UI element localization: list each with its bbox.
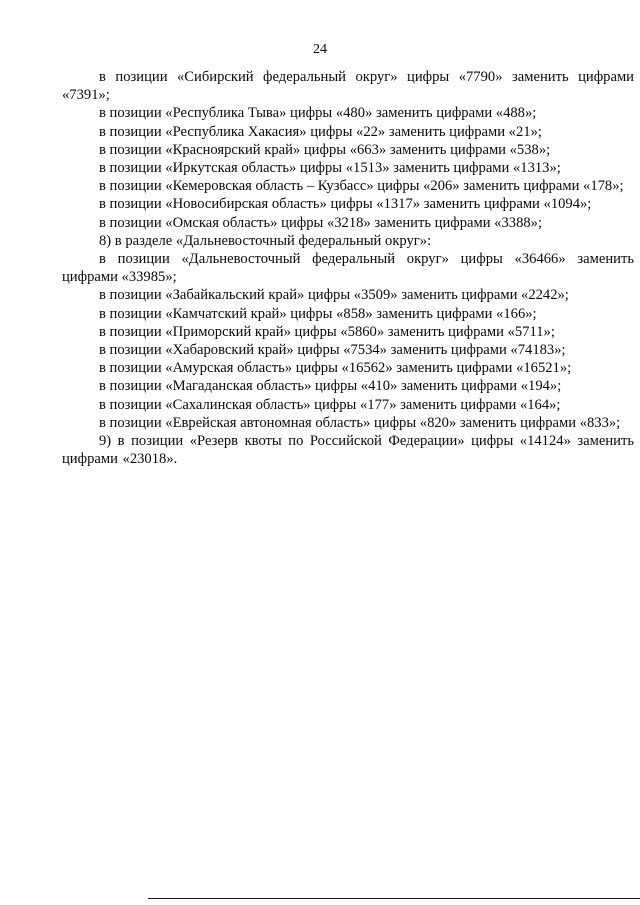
paragraph-tyva: в позиции «Республика Тыва» цифры «480» заменить цифрами «488»;: [99, 105, 537, 122]
paragraph-primorsky: в позиции «Приморский край» цифры «5860» заменить цифрами «5711»;: [99, 323, 555, 340]
paragraph-irkutsk: в позиции «Иркутская область» цифры «1513» заменить цифрами «1313»;: [99, 160, 561, 177]
paragraph-omsk: в позиции «Омская область» цифры «3218» заменить цифрами «3388»;: [99, 214, 543, 231]
page-number: 24: [313, 42, 327, 57]
paragraph-krasnoyarsk: в позиции «Красноярский край» цифры «663» заменить цифрами «538»;: [99, 141, 551, 158]
paragraph-magadan: в позиции «Магаданская область» цифры «410» заменить цифрами «194»;: [99, 378, 562, 395]
paragraph-sakhalin: в позиции «Сахалинская область» цифры «177» заменить цифрами «164»;: [99, 396, 561, 413]
paragraph-novosibirsk: в позиции «Новосибирская область» цифры «1317» заменить цифрами «1094»;: [99, 196, 592, 213]
paragraph-siberian-district: в позиции «Сибирский федеральный округ» цифры «7790» заменить цифрами «7391»;: [62, 69, 634, 104]
paragraph-far-east-district: в позиции «Дальневосточный федеральный округ» цифры «36466» заменить цифрами «33985»;: [62, 251, 634, 286]
section-heading-far-east: 8) в разделе «Дальневосточный федеральный округ»:: [99, 232, 432, 249]
paragraph-khabarovsk: в позиции «Хабаровский край» цифры «7534» заменить цифрами «74183»;: [99, 342, 566, 359]
paragraph-federal-reserve: 9) в позиции «Резерв квоты по Российской Федерации» цифры «14124» заменить цифрами «23018».: [62, 433, 634, 468]
paragraph-kamchatka: в позиции «Камчатский край» цифры «858» заменить цифрами «166»;: [99, 305, 537, 322]
scan-edge-line: [148, 898, 640, 899]
paragraph-jewish-autonomous: в позиции «Еврейская автономная область» цифры «820» заменить цифрами «833»;: [99, 414, 621, 431]
paragraph-kemerovo: в позиции «Кемеровская область – Кузбасс» цифры «206» заменить цифрами «178»;: [99, 178, 624, 195]
paragraph-amur: в позиции «Амурская область» цифры «16562» заменить цифрами «16521»;: [99, 360, 572, 377]
paragraph-khakassia: в позиции «Республика Хакасия» цифры «22» заменить цифрами «21»;: [99, 123, 542, 140]
document-body: [62, 68, 634, 468]
paragraph-zabaykalsky: в позиции «Забайкальский край» цифры «3509» заменить цифрами «2242»;: [99, 287, 569, 304]
